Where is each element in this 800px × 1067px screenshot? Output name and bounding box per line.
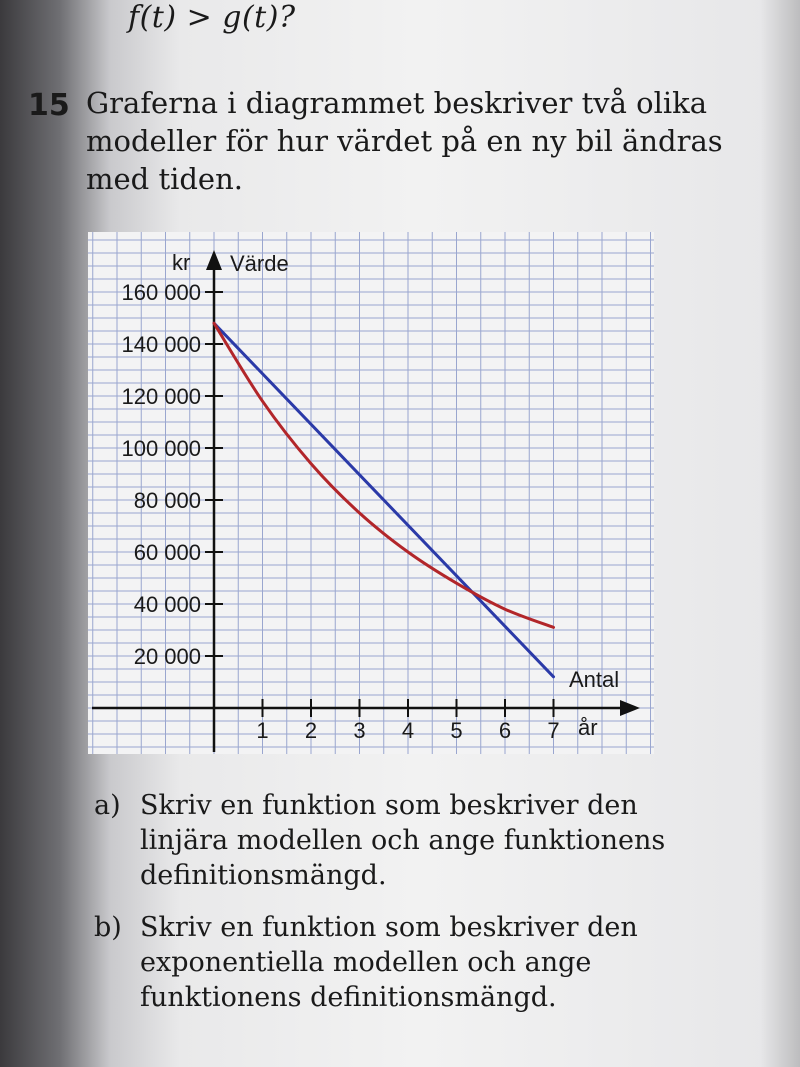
x-tick-label: 5 bbox=[450, 718, 463, 743]
y-tick-label: 20 000 bbox=[133, 644, 201, 669]
y-tick-label: 60 000 bbox=[133, 540, 201, 565]
y-tick-label: 40 000 bbox=[133, 592, 201, 617]
y-tick-label: 120 000 bbox=[121, 384, 201, 409]
x-tick-label: 6 bbox=[498, 718, 512, 743]
y-tick-label: 160 000 bbox=[121, 280, 201, 305]
x-axis-unit: år bbox=[578, 715, 598, 740]
problem-number: 15 bbox=[28, 88, 70, 123]
x-tick-label: 7 bbox=[547, 718, 560, 743]
question-b-letter: b) bbox=[94, 912, 122, 943]
x-tick-label: 2 bbox=[304, 718, 318, 743]
problem-text: Graferna i diagrammet beskriver två olika modeller för hur värdet på en ny bil ändras med tiden. bbox=[86, 86, 723, 196]
y-axis-label: Värde bbox=[230, 251, 289, 276]
x-axis-label: Antal bbox=[569, 667, 620, 692]
y-tick-label: 80 000 bbox=[133, 488, 201, 513]
previous-problem-equation: f(t) > g(t)? bbox=[128, 0, 296, 35]
y-tick-label: 100 000 bbox=[121, 436, 201, 461]
x-tick-label: 3 bbox=[353, 718, 366, 743]
x-tick-label: 4 bbox=[401, 718, 415, 743]
question-b-text: Skriv en funktion som beskriver den exponentiella modellen och ange funktionens definitionsmängd. bbox=[140, 912, 638, 1013]
y-axis-unit: kr bbox=[172, 250, 191, 275]
x-tick-label: 1 bbox=[256, 718, 269, 743]
question-a-text: Skriv en funktion som beskriver den linjära modellen och ange funktionens definitionsmängd. bbox=[140, 790, 666, 891]
y-tick-label: 140 000 bbox=[121, 332, 201, 357]
question-a-letter: a) bbox=[94, 790, 121, 821]
